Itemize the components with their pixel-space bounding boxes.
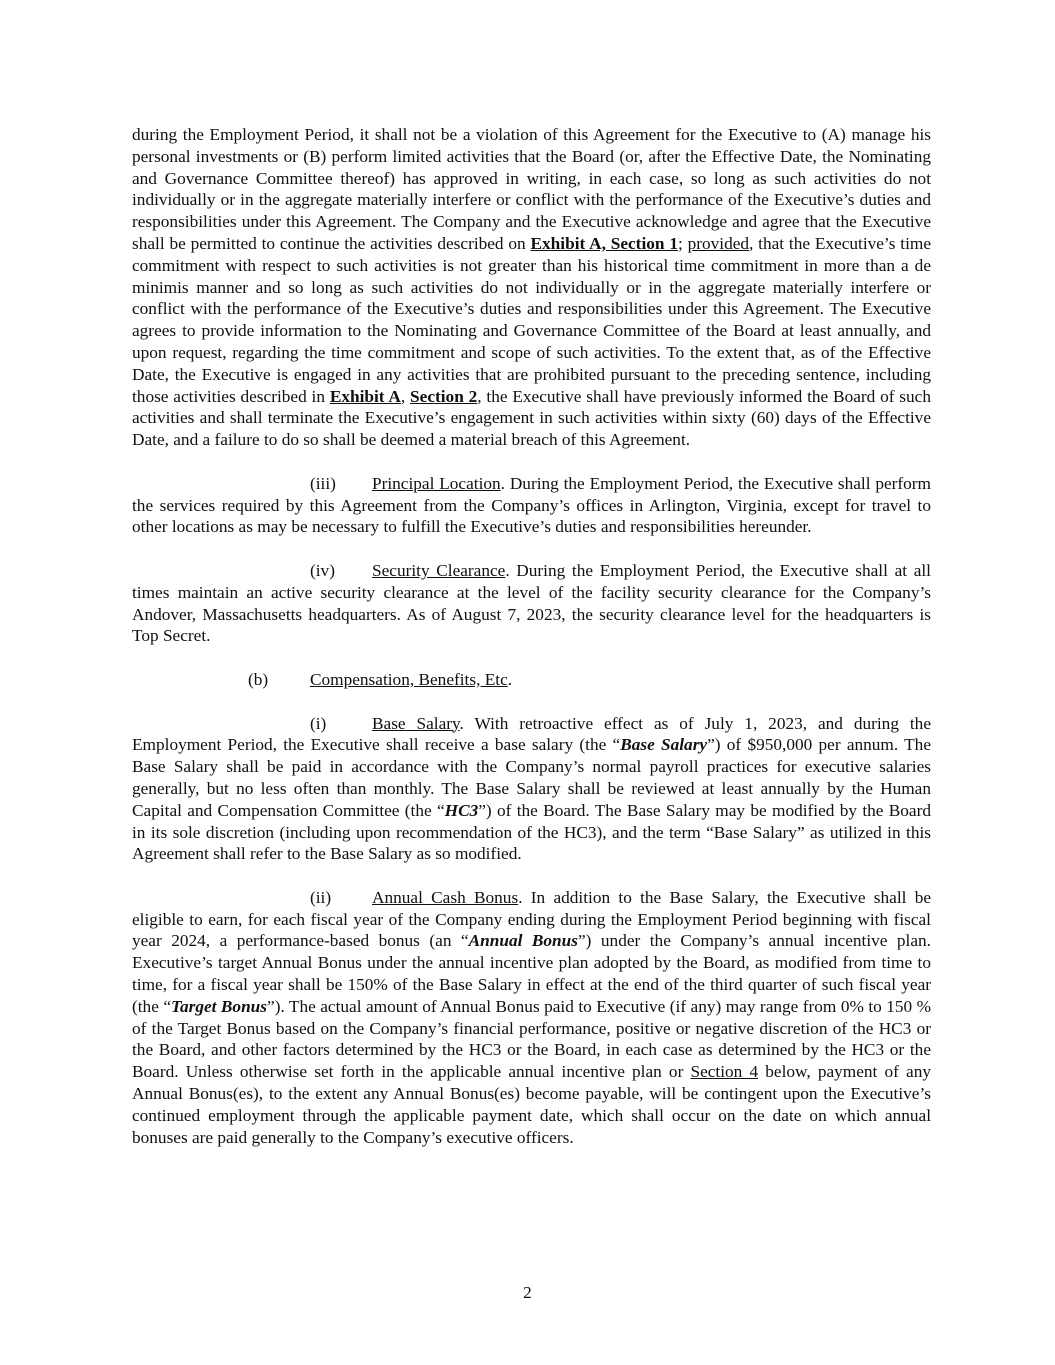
paragraph-base-salary: (i) Base Salary. With retroactive effect as of July 1, 2023, and during the Employment Period, the Executive shall receive a base salary (the “Base Salary”) of $950,000 per annum. The Base Salary shall be paid in accordance with the Company’s normal payroll practices for executive salaries generally, but no less often than monthly. The Base Salary shall be reviewed at least annually by the Human Capital and Compensation Committee (the “HC3”) of the Board. The Base Salary may be modified by the Board in its sole discretion (including upon recommendation of the HC3), and the term “Base Salary” as utilized in this Agreement shall refer to the Base Salary as so modified.: [132, 713, 931, 864]
exhibit-a-reference: Exhibit A: [329, 386, 401, 406]
provided-term: provided: [687, 233, 750, 253]
defined-term-target-bonus: Target Bonus: [171, 996, 268, 1016]
clause-number: (iii): [310, 473, 336, 493]
paragraph-security-clearance: (iv) Security Clearance. During the Employment Period, the Executive shall at all times maintain an active security clearance at the level of the facility security clearance for the Company’s Andover, Massachusetts headquarters. As of August 7, 2023, the security clearance level for the headquarters is Top Secret.: [132, 560, 931, 646]
defined-term-base-salary: Base Salary: [620, 735, 708, 755]
clause-number: (ii): [310, 887, 332, 907]
paragraph-principal-location: (iii) Principal Location. During the Employment Period, the Executive shall perform the services required by this Agreement from the Company’s offices in Arlington, Virginia, except for travel to other locations as may be necessary to fulfill the Executive’s duties and responsibilities hereunder.: [132, 473, 931, 537]
defined-term-annual-bonus: Annual Bonus: [468, 931, 579, 951]
section-heading-compensation: (b) Compensation, Benefits, Etc.: [248, 669, 513, 689]
section-2-reference: Section 2: [410, 386, 478, 406]
page-number: 2: [523, 1283, 532, 1302]
clause-heading: Annual Cash Bonus: [372, 887, 519, 907]
clause-number: (iv): [310, 560, 335, 580]
section-4-reference: Section 4: [690, 1062, 759, 1082]
clause-number: (b): [248, 669, 269, 689]
paragraph-annual-cash-bonus: (ii) Annual Cash Bonus. In addition to the Base Salary, the Executive shall be eligible to earn, for each fiscal year of the Company ending during the Employment Period beginning with fiscal year 2024, a performance-based bonus (an “Annual Bonus”) under the Company’s annual incentive plan. Executive’s target Annual Bonus under the annual incentive plan adopted by the Board, as modified from time to time, for a fiscal year shall be 150% of the Base Salary in effect at the end of the third quarter of such fiscal year (the “Target Bonus”). The actual amount of Annual Bonus paid to Executive (if any) may range from 0% to 150 % of the Target Bonus based on the Company’s financial performance, positive or negative discretion of the HC3 or the Board, and other factors determined by the HC3 or the Board, in each case as determined by the HC3 or the Board. Unless otherwise set forth in the applicable annual incentive plan or Section 4 below, payment of any Annual Bonus(es), to the extent any Annual Bonus(es) become payable, will be contingent upon the Executive’s continued employment through the applicable payment date, which shall occur on the date on which annual bonuses are paid generally to the Company’s executive officers.: [132, 887, 932, 1147]
clause-heading: Principal Location: [372, 473, 501, 493]
exhibit-a-section-1-reference: Exhibit A, Section 1: [530, 233, 678, 253]
clause-number: (i): [310, 713, 327, 733]
clause-heading: Base Salary: [372, 713, 460, 733]
document-body: [132, 124, 931, 1170]
defined-term-hc3: HC3: [444, 800, 479, 820]
clause-heading: Compensation, Benefits, Etc: [310, 669, 508, 689]
clause-heading: Security Clearance: [372, 560, 506, 580]
paragraph-continuation: during the Employment Period, it shall not be a violation of this Agreement for the Executive to (A) manage his personal investments or (B) perform limited activities that the Board (or, after the Effective Date, the Nominating and Governance Committee thereof) has approved in writing, in each case, so long as such activities do not individually or in the aggregate materially interfere or conflict with the performance of the Executive’s duties and responsibilities under this Agreement. The Company and the Executive acknowledge and agree that the Executive shall be permitted to continue the activities described on Exhibit A, Section 1; provided, that the Executive’s time commitment with respect to such activities is not greater than his historical time commitment in more than a de minimis manner and so long as such activities do not individually or in the aggregate materially interfere or conflict with the performance of the Executive’s duties and responsibilities under this Agreement. The Executive agrees to provide information to the Nominating and Governance Committee of the Board at least annually, and upon request, regarding the time commitment and scope of such activities. To the extent that, as of the Effective Date, the Executive is engaged in any activities that are prohibited pursuant to the preceding sentence, including those activities described in Exhibit A, Section 2, the Executive shall have previously informed the Board of such activities and shall terminate the Executive’s engagement in such activities within sixty (60) days of the Effective Date, and a failure to do so shall be deemed a material breach of this Agreement.: [132, 125, 931, 450]
